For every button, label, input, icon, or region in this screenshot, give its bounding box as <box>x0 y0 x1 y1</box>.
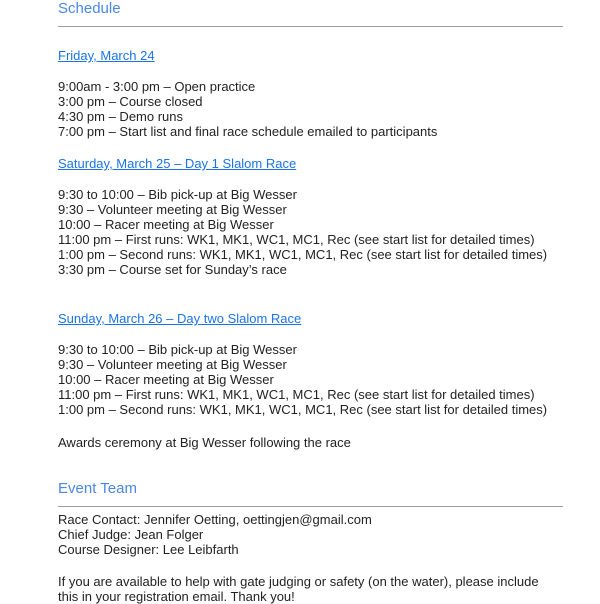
schedule-heading: Schedule <box>58 0 121 17</box>
day-link-sunday[interactable]: Sunday, March 26 – Day two Slalom Race <box>58 311 302 326</box>
help-note-line: this in your registration email. Thank you! <box>58 589 295 604</box>
schedule-item: 4:30 pm – Demo runs <box>58 109 184 124</box>
schedule-divider <box>58 26 563 27</box>
schedule-item: 10:00 – Racer meeting at Big Wesser <box>58 372 274 387</box>
day-link-friday[interactable]: Friday, March 24 <box>58 48 155 63</box>
team-member: Course Designer: Lee Leibfarth <box>58 542 239 557</box>
sunday-schedule-list <box>58 342 547 417</box>
schedule-item: 10:00 – Racer meeting at Big Wesser <box>58 217 274 232</box>
friday-schedule-list <box>58 79 437 139</box>
day-link-saturday[interactable]: Saturday, March 25 – Day 1 Slalom Race <box>58 156 297 171</box>
schedule-item: 9:30 – Volunteer meeting at Big Wesser <box>58 202 287 217</box>
event-team-divider <box>58 506 563 507</box>
saturday-schedule-list <box>58 187 547 277</box>
schedule-item: 7:00 pm – Start list and final race schedule emailed to participants <box>58 124 438 139</box>
schedule-item: 3:00 pm – Course closed <box>58 94 203 109</box>
schedule-item: 11:00 pm – First runs: WK1, MK1, WC1, MC1, Rec (see start list for detailed times) <box>58 232 535 247</box>
team-member: Race Contact: Jennifer Oetting, oettingjen@gmail.com <box>58 512 372 527</box>
schedule-item: 11:00 pm – First runs: WK1, MK1, WC1, MC1, Rec (see start list for detailed times) <box>58 387 535 402</box>
event-team-heading: Event Team <box>58 480 137 497</box>
schedule-item: 1:00 pm – Second runs: WK1, MK1, WC1, MC1, Rec (see start list for detailed times) <box>58 402 548 417</box>
schedule-item: 3:30 pm – Course set for Sunday’s race <box>58 262 287 277</box>
schedule-item: 9:30 to 10:00 – Bib pick-up at Big Wesser <box>58 187 297 202</box>
schedule-item: 9:30 – Volunteer meeting at Big Wesser <box>58 357 287 372</box>
schedule-item: 9:30 to 10:00 – Bib pick-up at Big Wesser <box>58 342 297 357</box>
help-note-line: If you are available to help with gate judging or safety (on the water), please include <box>58 574 539 589</box>
schedule-item: 9:00am - 3:00 pm – Open practice <box>58 79 256 94</box>
awards-note: Awards ceremony at Big Wesser following the race <box>58 435 351 450</box>
schedule-item: 1:00 pm – Second runs: WK1, MK1, WC1, MC1, Rec (see start list for detailed times) <box>58 247 548 262</box>
team-member: Chief Judge: Jean Folger <box>58 527 204 542</box>
event-team-list <box>58 512 372 557</box>
